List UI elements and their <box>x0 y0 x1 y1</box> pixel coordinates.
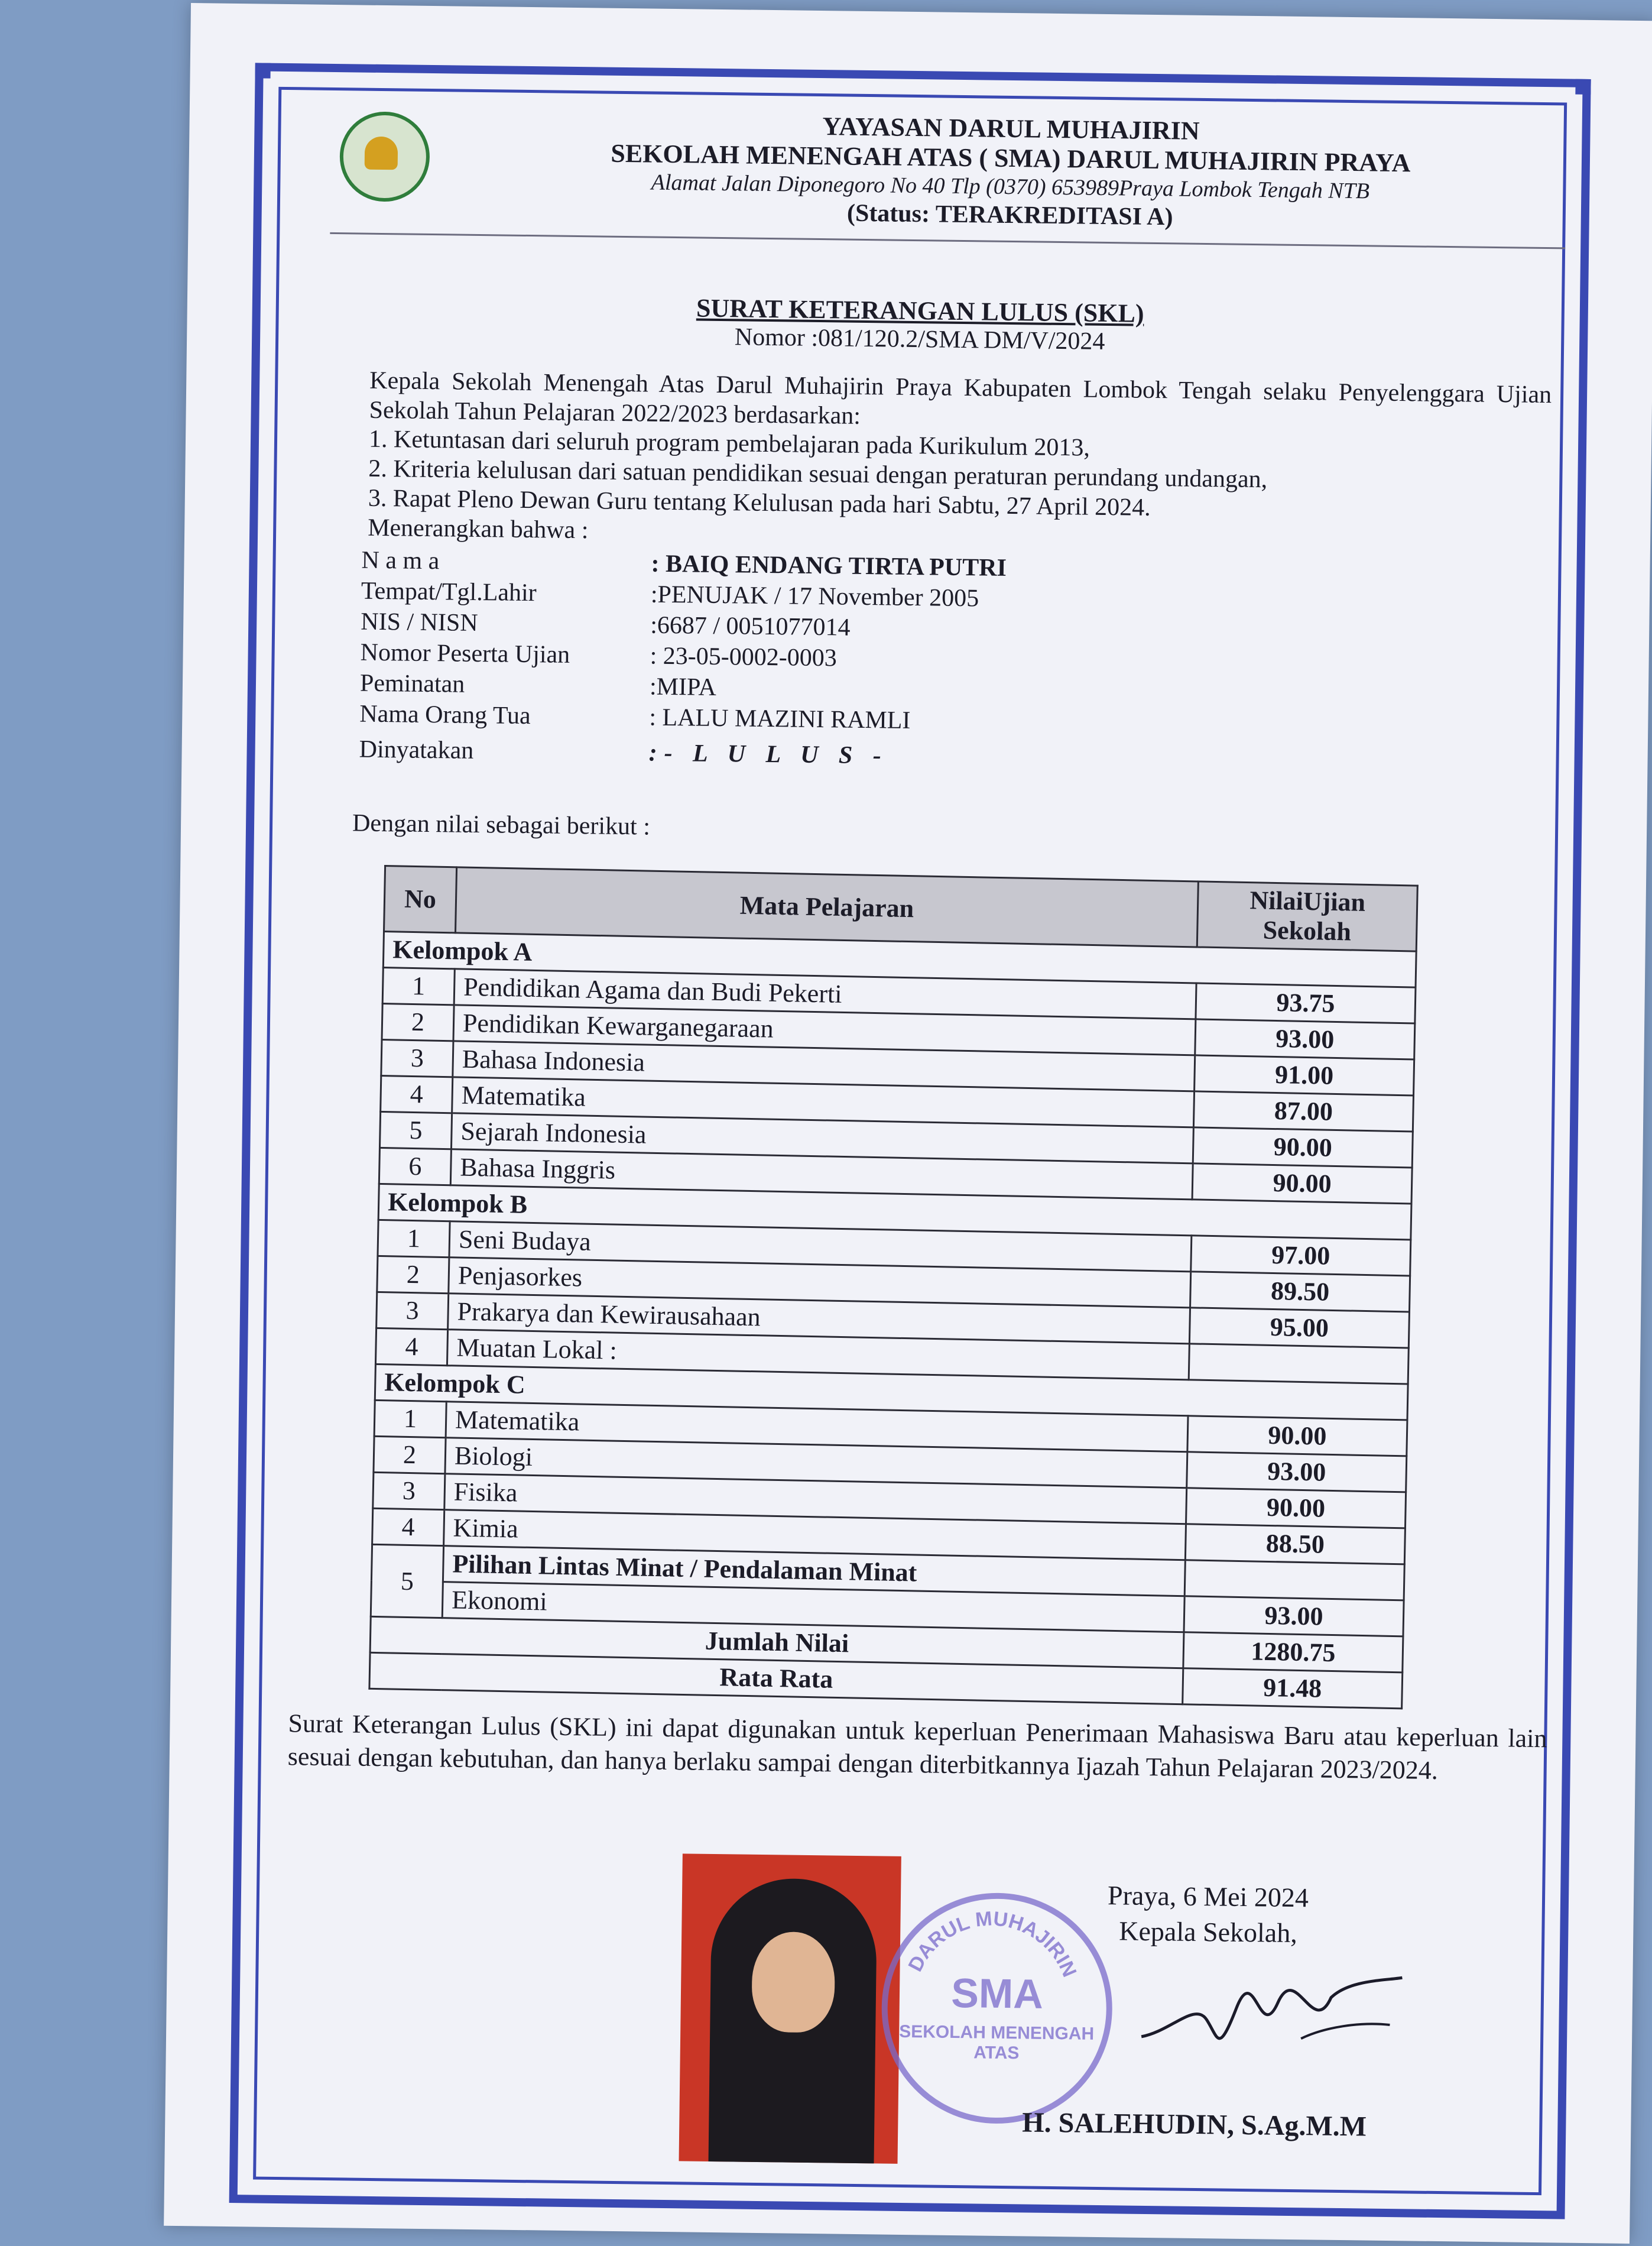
row-score <box>1189 1344 1408 1384</box>
average-label: Rata Rata <box>369 1652 1183 1704</box>
row-score: 90.00 <box>1187 1416 1407 1456</box>
name-value: : BAIQ ENDANG TIRTA PUTRI <box>651 550 1007 582</box>
row-score: 90.00 <box>1193 1127 1413 1168</box>
stamp-center-text: SMA <box>950 1969 1044 2017</box>
result-value: :- L U L U S - <box>648 739 889 770</box>
elective-no: 5 <box>371 1544 443 1618</box>
nis-value: :6687 / 0051077014 <box>650 611 851 641</box>
row-subject: Penjasorkes <box>449 1257 1191 1308</box>
parent-value: : LALU MAZINI RAMLI <box>649 704 911 734</box>
issue-date: Praya, 6 Mei 2024 <box>1107 1880 1309 1913</box>
total-label: Jumlah Nilai <box>370 1616 1184 1668</box>
parent-label: Nama Orang Tua <box>359 700 531 730</box>
corner-ornament <box>255 63 271 78</box>
row-score: 93.00 <box>1195 1019 1415 1059</box>
row-no: 1 <box>374 1400 446 1437</box>
exam-number-label: Nomor Peserta Ujian <box>360 639 570 669</box>
total-value: 1280.75 <box>1183 1632 1403 1673</box>
row-subject: Fisika <box>444 1474 1187 1524</box>
lead-text: Menerangkan bahwa : <box>367 514 589 545</box>
photo-face-shape <box>751 1931 835 2033</box>
certificate-sheet <box>164 3 1652 2244</box>
row-score: 90.00 <box>1186 1488 1406 1528</box>
name-label: N a m a <box>361 546 440 575</box>
basis-point: 1. Ketuntasan dari seluruh program pembelajaran pada Kurikulum 2013, <box>368 425 1090 462</box>
group-c-label: Kelompok C <box>375 1364 1408 1420</box>
basis-point: 2. Kriteria kelulusan dari satuan pendidikan sesuai dengan peraturan perundang undangan, <box>368 455 1268 494</box>
row-no: 2 <box>374 1436 446 1473</box>
header-score-line1: NilaiUjian <box>1249 886 1366 917</box>
row-no: 4 <box>372 1508 444 1545</box>
school-name: SEKOLAH MENENGAH ATAS ( SMA) DARUL MUHAJIRIN PRAYA <box>611 138 1411 178</box>
row-no: 2 <box>382 1003 454 1041</box>
basis-point: 3. Rapat Pleno Dewan Guru tentang Kelulusan pada hari Sabtu, 27 April 2024. <box>368 484 1151 521</box>
nis-label: NIS / NISN <box>361 608 478 637</box>
row-subject: Pendidikan Kewarganegaraan <box>453 1005 1196 1055</box>
stamp-lower-text: SEKOLAH MENENGAH ATAS <box>899 2021 1095 2063</box>
header-score-line2: Sekolah <box>1262 915 1352 947</box>
row-no: 5 <box>379 1111 452 1149</box>
row-no: 1 <box>378 1220 450 1257</box>
school-stamp <box>880 1892 1114 2125</box>
row-score <box>1184 1560 1404 1600</box>
school-address: Alamat Jalan Diponegoro No 40 Tlp (0370) 653989Praya Lombok Tengah NTB <box>651 170 1370 204</box>
major-label: Peminatan <box>359 669 465 698</box>
foundation-name: YAYASAN DARUL MUHAJIRIN <box>822 112 1200 145</box>
row-no: 3 <box>381 1039 453 1077</box>
row-score: 89.50 <box>1190 1272 1410 1312</box>
exam-number-value: : 23-05-0002-0003 <box>650 642 838 672</box>
row-score: 93.75 <box>1196 983 1416 1023</box>
row-score: 93.00 <box>1184 1596 1404 1636</box>
birth-value: :PENUJAK / 17 November 2005 <box>650 581 979 612</box>
row-score: 87.00 <box>1193 1091 1413 1132</box>
corner-ornament <box>1575 79 1591 95</box>
row-no: 4 <box>375 1328 447 1365</box>
row-subject: Ekonomi <box>442 1582 1184 1632</box>
header-subject: Mata Pelajaran <box>455 867 1198 947</box>
average-value: 91.48 <box>1183 1668 1403 1709</box>
row-subject: Sejarah Indonesia <box>451 1113 1193 1163</box>
row-subject: Prakarya dan Kewirausahaan <box>448 1294 1190 1344</box>
row-subject: Kimia <box>444 1510 1186 1560</box>
row-score: 88.50 <box>1185 1524 1405 1564</box>
closing-paragraph: Surat Keterangan Lulus (SKL) ini dapat digunakan untuk keperluan Penerimaan Mahasiswa Baru atau keperluan lain sesuai dengan kebutuhan, dan hanya berlaku sampai dengan diterbitkannya Ijazah Tahun Pelajaran 2023/2024. <box>287 1709 1547 1785</box>
row-score: 91.00 <box>1195 1055 1414 1096</box>
row-no: 4 <box>381 1075 453 1113</box>
row-subject: Bahasa Indonesia <box>453 1041 1195 1091</box>
student-photo <box>679 1853 901 2163</box>
row-no: 6 <box>379 1148 451 1185</box>
intro-paragraph: Kepala Sekolah Menengah Atas Darul Muhajirin Praya Kabupaten Lombok Tengah selaku Penyelenggara Ujian Sekolah Tahun Pelajaran 2022/2023 berdasarkan: <box>369 367 1552 430</box>
row-no: 1 <box>382 968 455 1005</box>
grades-table <box>368 865 1418 1709</box>
header-score <box>1197 881 1417 951</box>
row-subject: Seni Budaya <box>449 1221 1192 1272</box>
row-subject: Bahasa Inggris <box>450 1149 1193 1200</box>
row-subject: Matematika <box>452 1077 1195 1127</box>
header-no: No <box>384 866 457 933</box>
row-score: 90.00 <box>1192 1163 1412 1204</box>
row-subject: Biologi <box>445 1438 1187 1488</box>
signer-role: Kepala Sekolah, <box>1119 1916 1298 1949</box>
result-label: Dinyatakan <box>359 735 474 764</box>
handwritten-signature <box>1135 1966 1408 2064</box>
elective-title: Pilihan Lintas Minat / Pendalaman Minat <box>443 1546 1185 1596</box>
row-subject: Matematika <box>446 1402 1188 1452</box>
row-score: 93.00 <box>1187 1452 1407 1492</box>
birth-label: Tempat/Tgl.Lahir <box>361 577 537 607</box>
grades-intro: Dengan nilai sebagai berikut : <box>352 809 651 841</box>
row-score: 97.00 <box>1191 1236 1411 1276</box>
row-no: 2 <box>377 1256 449 1293</box>
group-b-label: Kelompok B <box>378 1184 1411 1240</box>
row-score: 95.00 <box>1189 1308 1409 1348</box>
group-a-label: Kelompok A <box>383 932 1416 988</box>
row-subject: Pendidikan Agama dan Budi Pekerti <box>454 969 1196 1019</box>
accreditation-status: (Status: TERAKREDITASI A) <box>846 199 1173 231</box>
row-subject: Muatan Lokal : <box>447 1330 1189 1380</box>
row-no: 3 <box>373 1472 445 1509</box>
major-value: :MIPA <box>649 673 717 701</box>
document-title: SURAT KETERANGAN LULUS (SKL) <box>696 293 1144 328</box>
stamp-ring-label: DARUL MUHAJIRIN <box>904 1907 1081 1981</box>
row-no: 3 <box>377 1292 449 1329</box>
signer-name: H. SALEHUDIN, S.Ag.M.M <box>1022 2106 1367 2143</box>
document-number: Nomor :081/120.2/SMA DM/V/2024 <box>734 323 1105 355</box>
